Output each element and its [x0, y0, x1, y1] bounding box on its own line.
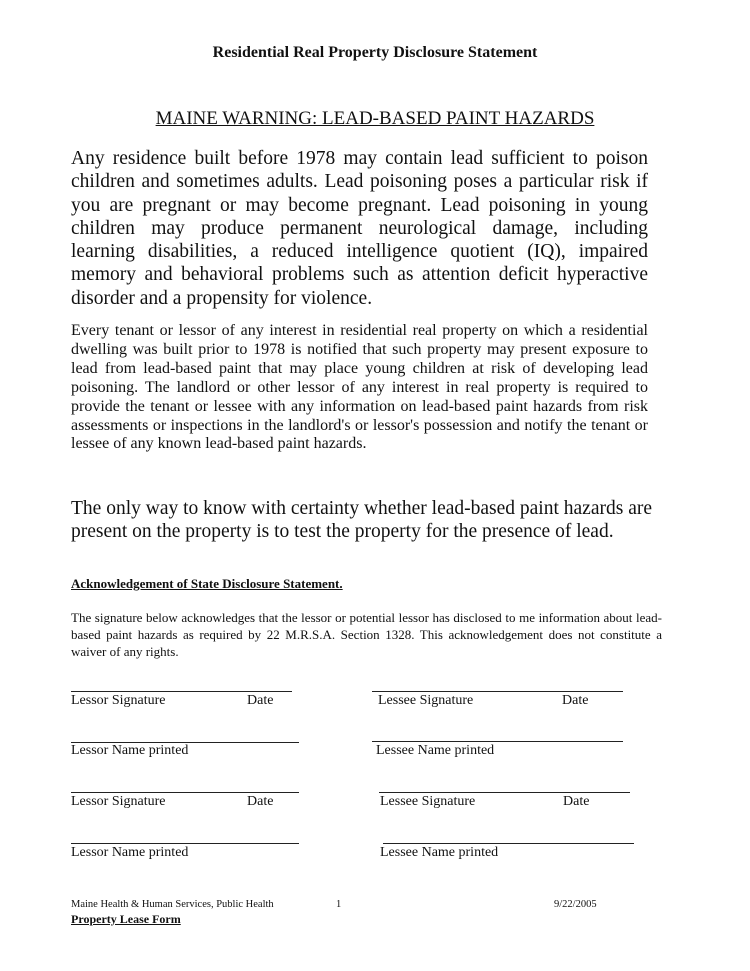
- footer-page-number: 1: [336, 899, 342, 910]
- notice-paragraph: Every tenant or lessor of any interest in residential real property on which a residential dwelling was built prior to 1978 is notified that such property may present exposure to lead from lead-based paint that may place young children at risk of developing lead poisoning. The landlord or other lessor of any interest in real property is required to provide the tenant or lessee with any information on lead-based paint hazards from risk assessments or inspections in the landlord's or lessor's possession and notify the tenant or lessee of any known lead-based paint hazards.: [71, 322, 648, 453]
- lessor-signature-label-2: Lessor Signature: [71, 794, 166, 809]
- lessee-name-label-1: Lessee Name printed: [376, 743, 495, 758]
- lessor-date-label-2: Date: [247, 794, 274, 809]
- lessor-signature-line-2[interactable]: [71, 792, 299, 793]
- lessor-signature-line-1[interactable]: [71, 691, 292, 692]
- warning-heading: MAINE WARNING: LEAD-BASED PAINT HAZARDS: [155, 108, 595, 129]
- lessee-date-label-1: Date: [562, 693, 589, 708]
- lessor-name-label-2: Lessor Name printed: [71, 845, 189, 860]
- lessee-signature-line-2[interactable]: [379, 792, 630, 793]
- document-title: Residential Real Property Disclosure Statement: [212, 44, 538, 61]
- lessor-date-label-1: Date: [247, 693, 274, 708]
- lessee-signature-line-1[interactable]: [372, 691, 623, 692]
- lessee-name-label-2: Lessee Name printed: [380, 845, 499, 860]
- lessee-name-line-1[interactable]: [372, 741, 623, 742]
- lessor-name-label-1: Lessor Name printed: [71, 743, 189, 758]
- acknowledgement-text: The signature below acknowledges that the lessor or potential lessor has disclosed to me information about lead-based paint hazards as required by 22 M.R.S.A. Section 1328. This acknowledgement does not constitute a waiver of any rights.: [71, 610, 662, 659]
- lessor-signature-label-1: Lessor Signature: [71, 693, 166, 708]
- lessee-date-label-2: Date: [563, 794, 590, 809]
- footer-agency: Maine Health & Human Services, Public Health: [71, 899, 274, 910]
- lessee-signature-label-2: Lessee Signature: [380, 794, 476, 809]
- lessee-name-line-2[interactable]: [383, 843, 634, 844]
- warning-paragraph: Any residence built before 1978 may contain lead sufficient to poison children and sometimes adults. Lead poisoning poses a particular risk if you are pregnant or may become pregnant. Lead poisoning in young children may produce permanent neurological damage, including learning disabilities, a reduced intelligence quotient (IQ), impaired memory and behavioral problems such as attention deficit hyperactive disorder and a propensity for violence.: [71, 148, 648, 309]
- lessor-name-line-2[interactable]: [71, 843, 299, 844]
- testing-paragraph: The only way to know with certainty whether lead-based paint hazards are present on the property is to test the property for the presence of lead.: [71, 498, 652, 543]
- lessee-signature-label-1: Lessee Signature: [378, 693, 474, 708]
- footer-date: 9/22/2005: [554, 899, 597, 910]
- footer-form-name: Property Lease Form: [71, 912, 181, 926]
- acknowledgement-heading: Acknowledgement of State Disclosure Statement.: [71, 576, 343, 591]
